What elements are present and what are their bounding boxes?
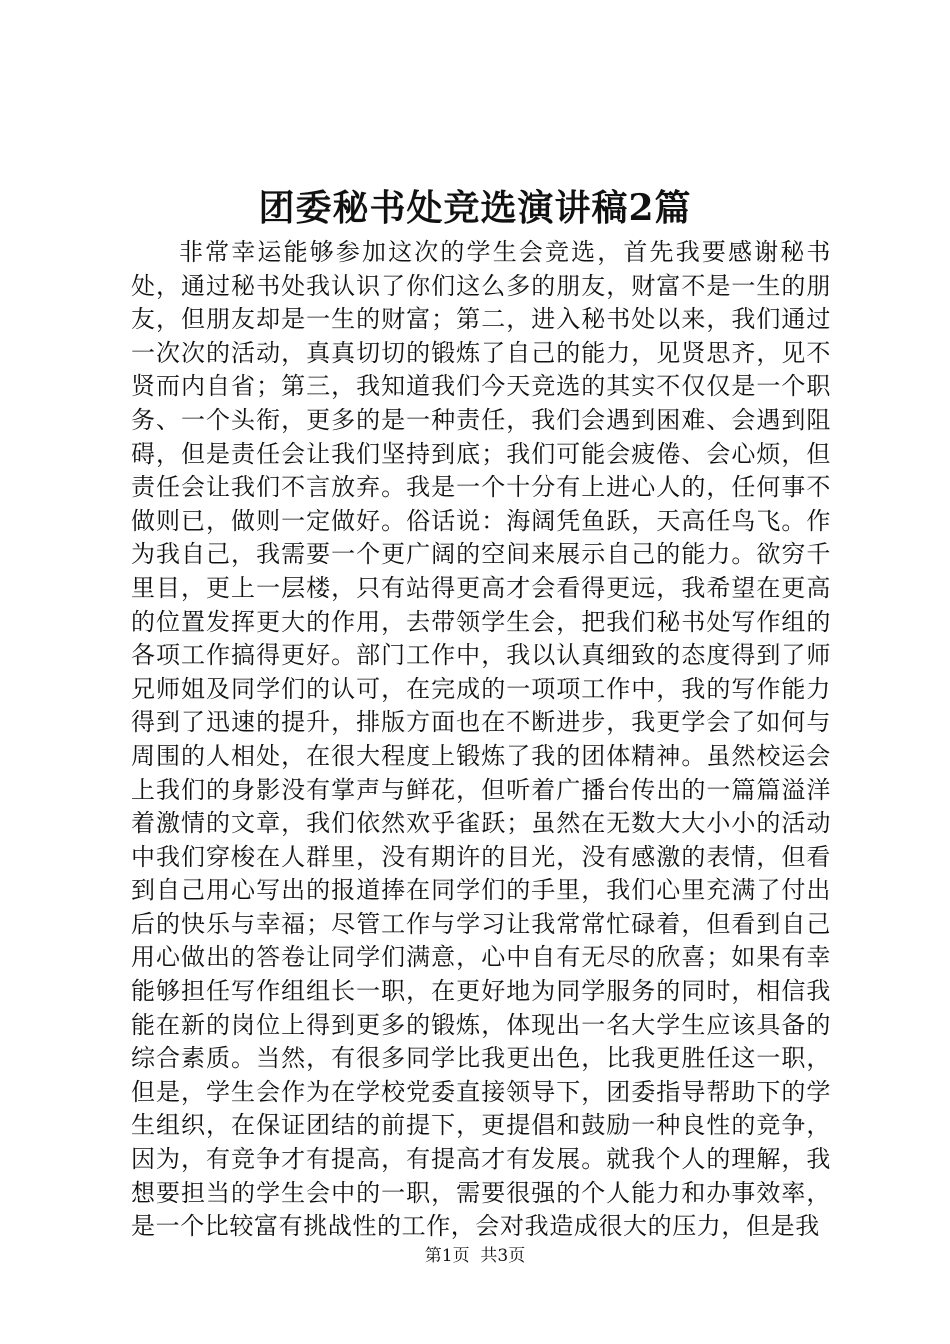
footer-spacer — [470, 1246, 481, 1266]
page-total: 共3页 — [480, 1246, 526, 1266]
page-footer — [0, 1244, 950, 1268]
page-number: 第1页 — [424, 1246, 470, 1266]
document-title: 团委秘书处竞选演讲稿2篇 — [258, 187, 692, 229]
body-paragraph: 非常幸运能够参加这次的学生会竞选，首先我要感谢秘书处，通过秘书处我认识了你们这么多的朋友，财富不是一生的朋友，但朋友却是一生的财富；第二，进入秘书处以来，我们通过一次次的活动，真真切切的锻炼了自己的能力，见贤思齐，见不贤而内自省；第三，我知道我们今天竞选的其实不仅仅是一个职务、一个头衔，更多的是一种责任，我们会遇到困难、会遇到阻碍，但是责任会让我们坚持到底；我们可能会疲倦、会心烦，但责任会让我们不言放弃。我是一个十分有上进心人的，任何事不做则已，做则一定做好。俗话说：海阔凭鱼跃，天高任鸟飞。作为我自己，我需要一个更广阔的空间来展示自己的能力。欲穷千里目，更上一层楼，只有站得更高才会看得更远，我希望在更高的位置发挥更大的作用，去带领学生会，把我们秘书处写作组的各项工作搞得更好。部门工作中，我以认真细致的态度得到了师兄师姐及同学们的认可，在完成的一项项工作中，我的写作能力得到了迅速的提升，排版方面也在不断进步，我更学会了如何与周围的人相处，在很大程度上锻炼了我的团体精神。虽然校运会上我们的身影没有掌声与鲜花，但听着广播台传出的一篇篇溢洋着激情的文章，我们依然欢乎雀跃；虽然在无数大大小小的活动中我们穿梭在人群里，没有期许的目光，没有感激的表情，但看到自己用心写出的报道捧在同学们的手里，我们心里充满了付出后的快乐与幸福；尽管工作与学习让我常常忙碌着，但看到自己用心做出的答卷让同学们满意，心中自有无尽的欣喜；如果有幸能够担任写作组组长一职，在更好地为同学服务的同时，相信我能在新的岗位上得到更多的锻炼，体现出一名大学生应该具备的综合素质。当然，有很多同学比我更出色，比我更胜任这一职，但是，学生会作为在学校党委直接领导下，团委指导帮助下的学生组织，在保证团结的前提下，更提倡和鼓励一种良性的竞争，因为，有竞争才有提高，有提高才有发展。就我个人的理解，我想要担当的学生会中的一职，需要很强的个人能力和办事效率，是一个比较富有挑战性的工作，会对我造成很大的压力，但是我 — [131, 238, 831, 1241]
